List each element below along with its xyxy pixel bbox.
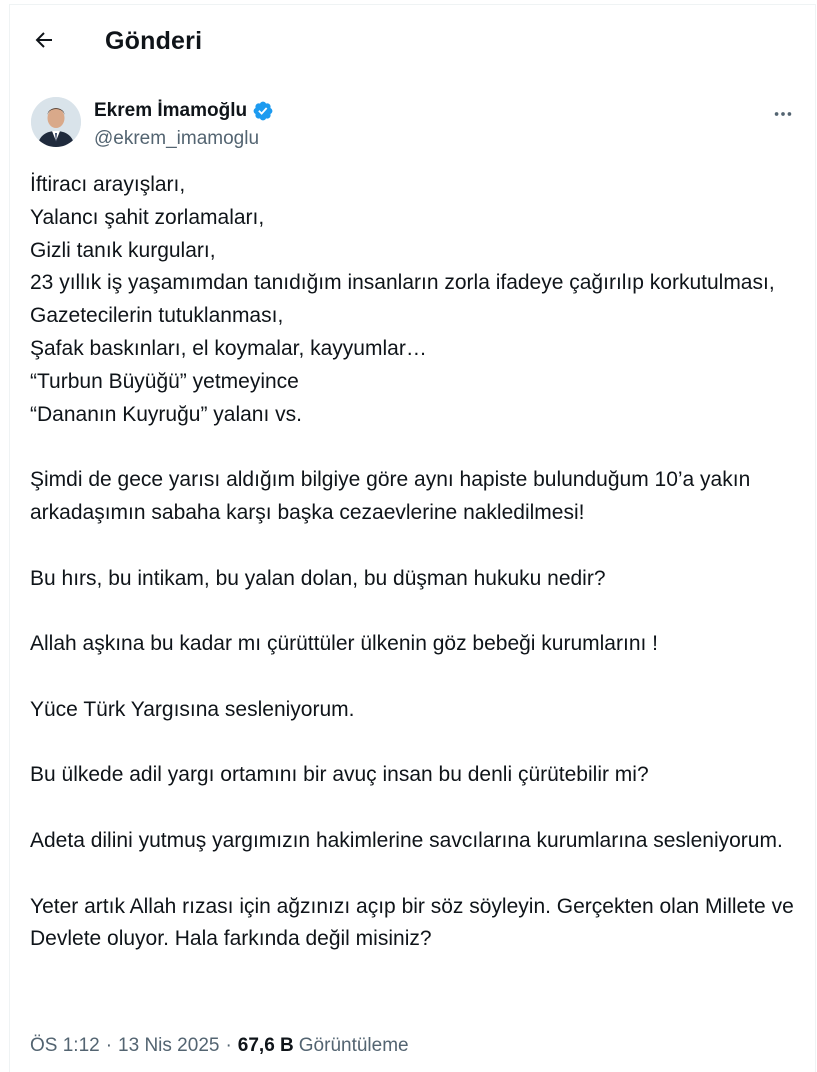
back-button[interactable] xyxy=(27,23,61,57)
tweet-text xyxy=(30,169,800,956)
paragraph-gap xyxy=(30,595,800,628)
tweet-line: İftiracı arayışları, xyxy=(30,173,186,196)
author-handle[interactable]: @ekrem_imamoglu xyxy=(94,128,260,149)
tweet-meta xyxy=(30,1035,409,1057)
tweet-line: Bu ülkede adil yargı ortamını bir avuç insan bu denli çürütebilir mi? xyxy=(30,763,649,787)
meta-separator: · xyxy=(225,1035,232,1056)
more-horizontal-icon xyxy=(772,103,794,125)
tweet-line: “Turbun Büyüğü” yetmeyince xyxy=(30,369,299,393)
paragraph-gap xyxy=(30,727,800,760)
tweet-line: 23 yıllık iş yaşamımdan tanıdığım insanların zorla ifadeye çağırılıp korkutulması, xyxy=(30,271,775,295)
tweet-line: Şafak baskınları, el koymalar, kayyumlar… xyxy=(30,336,427,360)
page-title: Gönderi xyxy=(105,27,203,55)
tweet-line: Şimdi de gece yarısı aldığım bilgiye göre aynı hapiste bulunduğum 10’a yakın arkadaşımın sabaha karşı başka cezaevlerine nakledilmesi! xyxy=(30,468,751,524)
views-count: 67,6 B xyxy=(237,1035,294,1056)
tweet-line: Bu hırs, bu intikam, bu yalan dolan, bu düşman hukuku nedir? xyxy=(30,566,606,590)
tweet-line: Yalancı şahit zorlamaları, xyxy=(30,205,265,229)
author-name-line xyxy=(94,100,274,122)
paragraph-gap xyxy=(30,858,800,891)
tweet-line: Gazetecilerin tutuklanması, xyxy=(30,304,284,328)
page-header xyxy=(10,5,815,79)
tweet-line: Yüce Türk Yargısına sesleniyorum. xyxy=(30,697,355,721)
author-display-name[interactable]: Ekrem İmamoğlu xyxy=(94,100,248,121)
tweet-line: Yeter artık Allah rızası için ağzınızı açıp bir söz söyleyin. Gerçekten olan Millete ve Devlete oluyor. Hala farkında değil misiniz? xyxy=(30,894,794,951)
more-options-button[interactable] xyxy=(766,99,800,129)
verified-badge-icon[interactable] xyxy=(252,100,274,122)
post-detail-panel xyxy=(9,4,816,1072)
tweet-line: Adeta dilini yutmuş yargımızın hakimlerine savcılarına kurumlarına sesleniyorum. xyxy=(30,828,783,852)
avatar-portrait-icon xyxy=(31,97,81,147)
tweet-date[interactable]: 13 Nis 2025 xyxy=(118,1035,220,1056)
paragraph-gap xyxy=(30,530,800,563)
tweet-time[interactable]: ÖS 1:12 xyxy=(30,1035,100,1056)
paragraph-gap xyxy=(30,661,800,694)
paragraph-gap xyxy=(30,431,800,464)
tweet-line: Allah aşkına bu kadar mı çürüttüler ülkenin göz bebeği kurumlarını ! xyxy=(30,632,659,656)
arrow-left-icon xyxy=(32,28,56,52)
meta-separator: · xyxy=(105,1035,113,1056)
author-row xyxy=(10,91,815,155)
avatar[interactable] xyxy=(31,97,81,147)
tweet-line: Gizli tanık kurguları, xyxy=(30,238,216,262)
tweet-line: “Dananın Kuyruğu” yalanı vs. xyxy=(30,402,302,426)
views-label: Görüntüleme xyxy=(298,1035,409,1056)
paragraph-gap xyxy=(30,792,800,825)
